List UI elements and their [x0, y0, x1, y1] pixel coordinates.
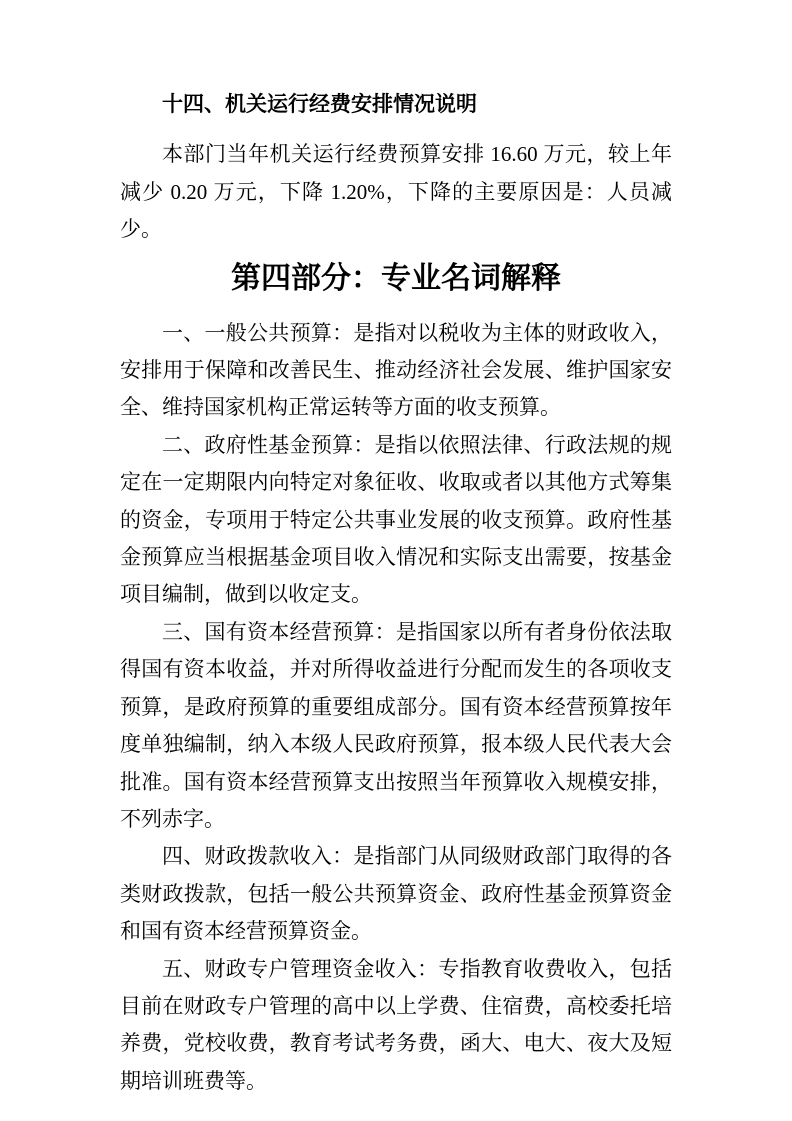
part-4-title: 第四部分：专业名词解释: [231, 261, 561, 295]
term-paragraph-1: 一、一般公共预算：是指对以税收为主体的财政收入，安排用于保障和改善民生、推动经济社会发展、维护国家安全、维持国家机构正常运转等方面的收支预算。: [120, 320, 672, 420]
term-paragraph-3: 三、国有资本经营预算：是指国家以所有者身份依法取得国有资本收益，并对所得收益进行分配而发生的各项收支预算，是政府预算的重要组成部分。国有资本经营预算按年度单独编制，纳入本级人民政府预算，报本级人民代表大会批准。国有资本经营预算支出按照当年预算收入规模安排，不列赤字。: [120, 619, 672, 831]
section-14-heading: 十四、机关运行经费安排情况说明: [162, 93, 477, 116]
term-paragraph-4: 四、财政拨款收入：是指部门从同级财政部门取得的各类财政拨款，包括一般公共预算资金、政府性基金预算资金和国有资本经营预算资金。: [120, 844, 672, 944]
term-paragraph-5: 五、财政专户管理资金收入：专指教育收费收入，包括目前在财政专户管理的高中以上学费、住宿费，高校委托培养费，党校收费，教育考试考务费，函大、电大、夜大及短期培训班费等。: [120, 956, 672, 1093]
term-paragraph-2: 二、政府性基金预算：是指以依照法律、行政法规的规定在一定期限内向特定对象征收、收取或者以其他方式筹集的资金，专项用于特定公共事业发展的收支预算。政府性基金预算应当根据基金项目收入情况和实际支出需要，按基金项目编制，做到以收定支。: [120, 432, 672, 607]
section-14-body-paragraph: 本部门当年机关运行经费预算安排 16.60 万元，较上年减少 0.20 万元，下降 1.20%，下降的主要原因是：人员减少。: [120, 142, 672, 242]
